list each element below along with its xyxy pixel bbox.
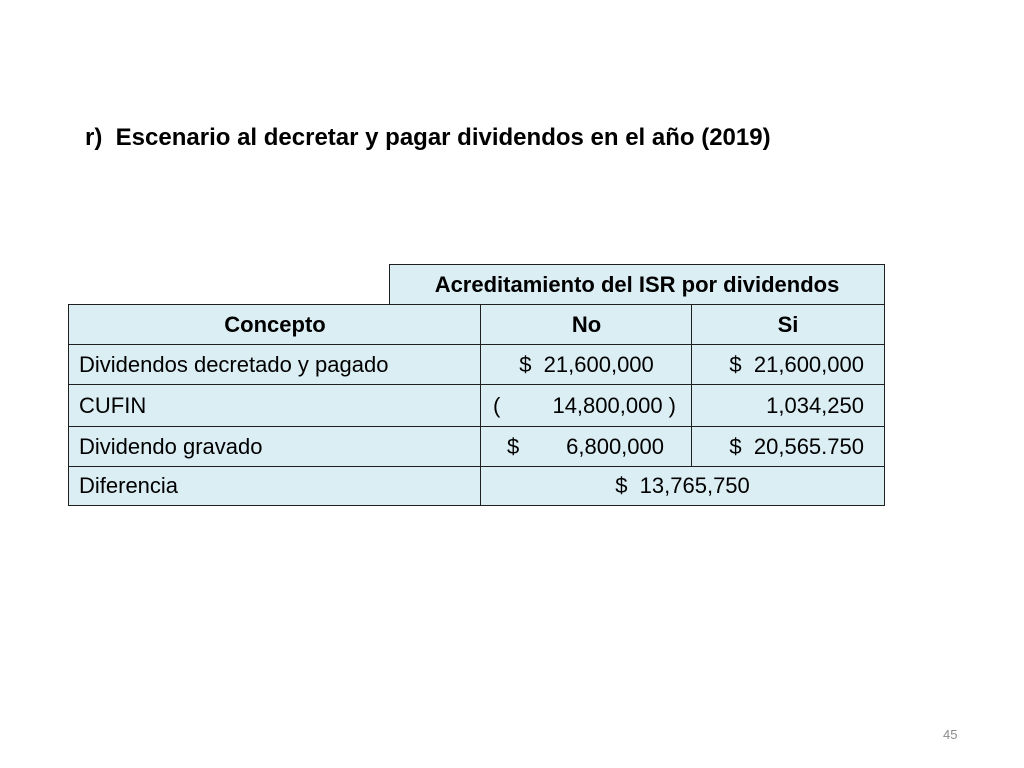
column-header-no: No — [480, 304, 693, 346]
row-cufin-no-value: 14,800,000 ) — [552, 393, 676, 418]
row-diferencia-value: $ 13,765,750 — [480, 466, 885, 506]
table-group-header: Acreditamiento del ISR por dividendos — [389, 264, 885, 306]
column-header-si: Si — [691, 304, 885, 346]
page-number: 45 — [943, 727, 958, 742]
row-cufin-no — [480, 384, 693, 428]
row-diferencia-label: Diferencia — [68, 466, 482, 506]
row-cufin-si: 1,034,250 — [691, 384, 885, 428]
row-cufin-no-open-paren: ( — [493, 393, 501, 418]
row-cufin-concepto: CUFIN — [68, 384, 482, 428]
slide-title: r) Escenario al decretar y pagar dividendos en el año (2019) — [85, 124, 771, 151]
row-gravado-no-symbol: $ — [507, 434, 520, 459]
row-dividendos-no: $ 21,600,000 — [480, 344, 693, 386]
row-dividendos-si: $ 21,600,000 — [691, 344, 885, 386]
row-gravado-no-value: 6,800,000 — [566, 434, 664, 459]
column-header-concepto: Concepto — [68, 304, 482, 346]
row-gravado-si: $ 20,565.750 — [691, 426, 885, 468]
row-gravado-concepto: Dividendo gravado — [68, 426, 482, 468]
row-gravado-no — [480, 426, 693, 468]
row-dividendos-concepto: Dividendos decretado y pagado — [68, 344, 482, 386]
